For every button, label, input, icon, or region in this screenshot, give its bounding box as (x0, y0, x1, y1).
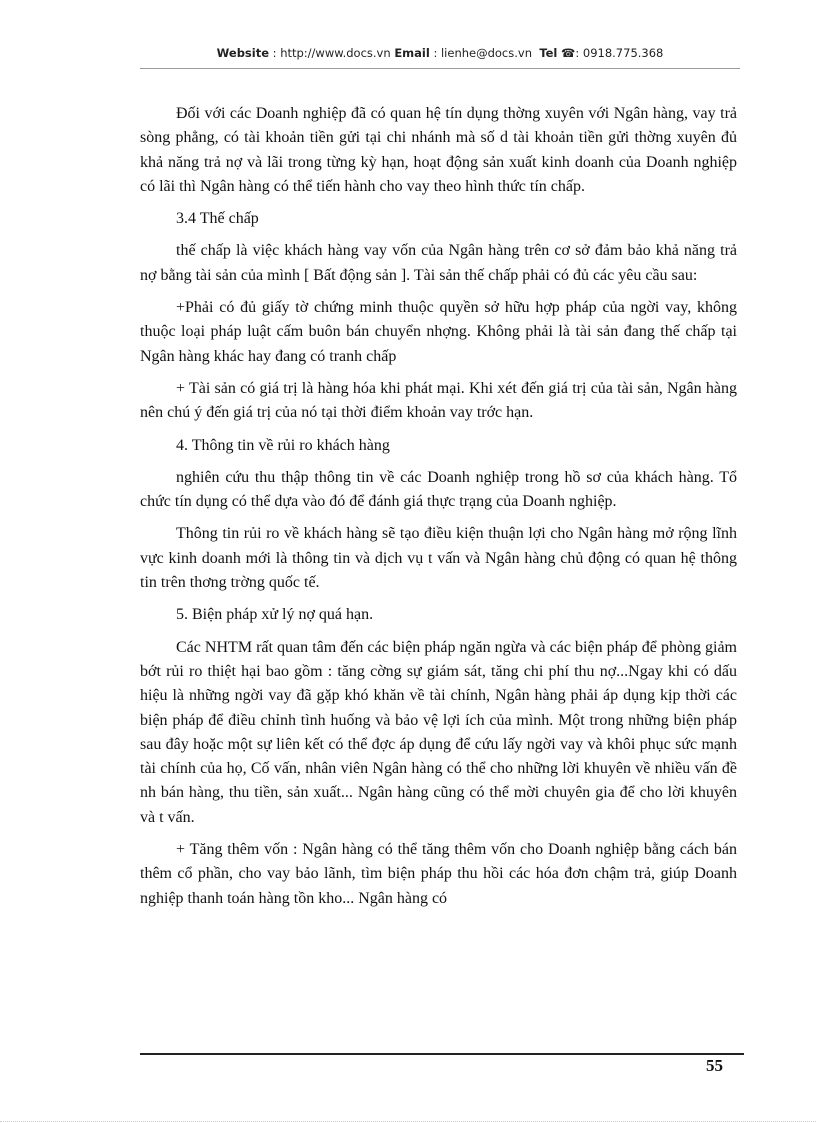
email-label: Email (394, 46, 430, 60)
tel-value: : 0918.775.368 (575, 46, 664, 60)
body-text (140, 102, 737, 919)
phone-icon: ☎ (561, 46, 576, 60)
paragraph-requirement-2: + Tài sản có giá trị là hàng hóa khi phát mại. Khi xét đến giá trị của tài sản, Ngân hàng nên chú ý đến giá trị của nó tại thời điểm khoản vay trớc hạn. (140, 379, 737, 422)
website-value: : http://www.docs.vn (269, 46, 395, 60)
paragraph-tang-them-von: + Tăng thêm vốn : Ngân hàng có thể tăng thêm vốn cho Doanh nghiệp bằng cách bán thêm cổ phần, cho vay bảo lãnh, tìm biện pháp thu hồi các hóa đơn chậm trả, giúp Doanh nghiệp thanh toán hàng tồn kho... Ngân hàng có (140, 841, 737, 907)
paragraph-the-chap: thế chấp là việc khách hàng vay vốn của Ngân hàng trên cơ sở đảm bảo khả năng trả nợ bằng tài sản của mình [ Bất động sản ]. Tài sản thế chấp phải có đủ các yêu cầu sau: (140, 242, 737, 284)
section-heading-thong-tin: 4. Thông tin về rủi ro khách hàng (176, 436, 390, 454)
paragraph-thong-tin-rui-ro: Thông tin rủi ro về khách hàng sẽ tạo điều kiện thuận lợi cho Ngân hàng mở rộng lĩnh vực kinh doanh mới là thông tin và dịch vụ t vấn và Ngân hàng chủ động có quan hệ thông tin trên thơng trờng quốc tế. (140, 525, 737, 592)
page-number: 55 (706, 1056, 723, 1075)
page-edge-divider (0, 1121, 816, 1122)
section-heading-bien-phap: 5. Biện pháp xử lý nợ quá hạn. (176, 606, 374, 624)
footer-rule (140, 1053, 744, 1055)
paragraph-requirement-1: +Phải có đủ giấy tờ chứng minh thuộc quyền sở hữu hợp pháp của ngời vay, không thuộc loại pháp luật cấm buôn bán chuyển nhợng. Không phải là tài sản đang thế chấp tại Ngân hàng khác hay đang có tranh chấp (140, 299, 737, 365)
email-value: : lienhe@docs.vn (429, 46, 536, 60)
section-heading-the-chap: 3.4 Thế chấp (176, 210, 259, 228)
header-rule (140, 68, 740, 69)
paragraph-tin-chap: Đối với các Doanh nghiệp đã có quan hệ tín dụng thờng xuyên với Ngân hàng, vay trả sòng phẳng, có tài khoản tiền gửi tại chi nhánh mà số d tài khoản tiền gửi thờng xuyên đủ khả năng trả nợ và lãi trong từng kỳ hạn, hoạt động sản xuất kinh doanh của Doanh nghiệp có lãi thì Ngân hàng có thể tiến hành cho vay theo hình thức tín chấp. (140, 105, 737, 195)
page-header (140, 46, 740, 66)
website-label: Website (216, 46, 270, 60)
paragraph-cac-nhtm: Các NHTM rất quan tâm đến các biện pháp ngăn ngừa và các biện pháp để phòng giảm bớt rủi ro thiệt hại bao gồm : tăng cờng sự giám sát, tăng chi phí thu nợ...Ngay khi có dấu hiệu là những ngời vay đã gặp khó khăn về tài chính, Ngân hàng phải áp dụng kịp thời các biện pháp để điều chỉnh tình huống và bảo vệ lợi ích của mình. Một trong những biện pháp sau đây hoặc một sự liên kết có thể đợc áp dụng để cứu lấy ngời vay và khôi phục sức mạnh tài chính của họ, Cố vấn, nhân viên Ngân hàng có thể cho những lời khuyên về nhiều vấn đề nh bán hàng, thu tiền, sản xuất... Ngân hàng cũng có thể mời chuyên gia để cho lời khuyên và t vấn. (140, 638, 737, 826)
paragraph-nghien-cuu: nghiên cứu thu thập thông tin về các Doanh nghiệp trong hồ sơ của khách hàng. Tổ chức tín dụng có thể dựa vào đó để đánh giá thực trạng của Doanh nghiệp. (140, 468, 737, 511)
tel-label: Tel (539, 46, 558, 60)
